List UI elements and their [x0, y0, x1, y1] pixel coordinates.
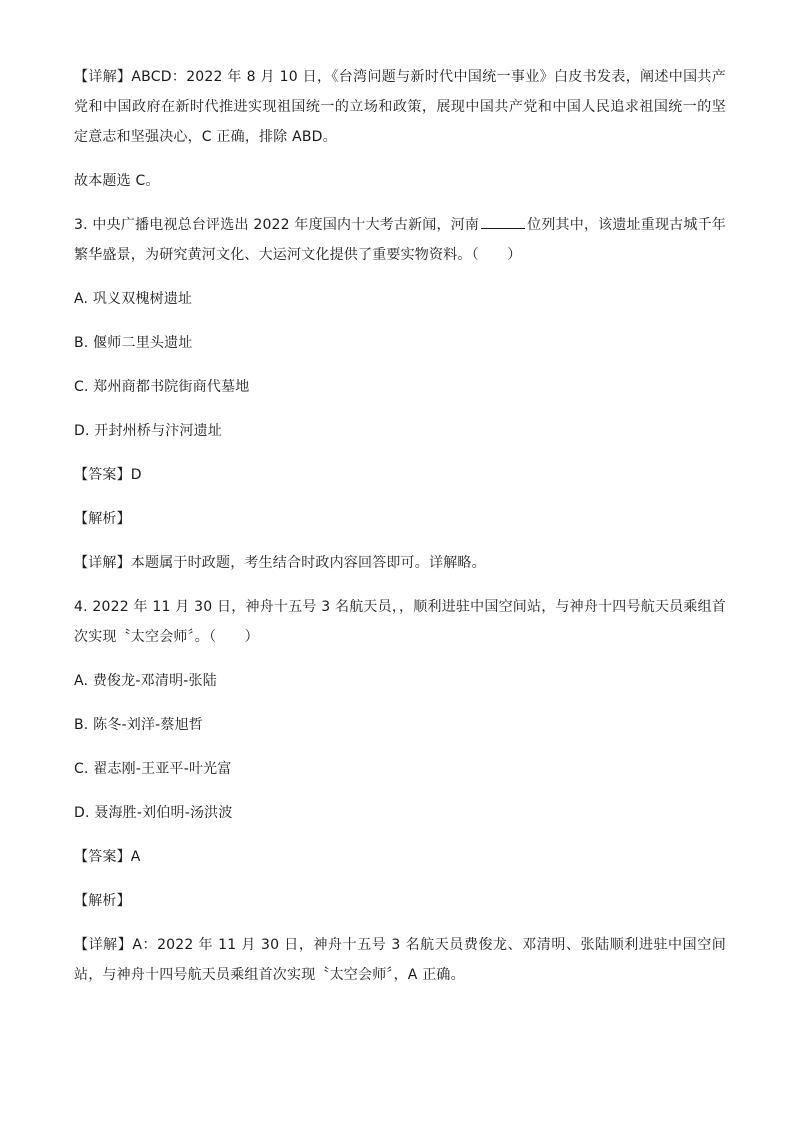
question-4-analysis-label: 【解析】	[74, 893, 131, 909]
question-3-option-d: D. 开封州桥与汴河遗址	[74, 423, 223, 439]
question-3-stem-after: 位列其中，该遗址重现古城千年繁华盛景，为研究黄河文化、大运河文化提供了重要实物资料。（ ）	[74, 217, 726, 263]
question-4-stem: 4. 2022 年 11 月 30 日，神舟十五号 3 名航天员，，顺利进驻中国空间站，与神舟十四号航天员乘组首次实现〝太空会师〞。（ ）	[74, 599, 726, 645]
question-4-detail: 【详解】A：2022 年 11 月 30 日，神舟十五号 3 名航天员费俊龙、邓清明、张陆顺利进驻中国空间站，与神舟十四号航天员乘组首次实现〝太空会师〞，A 正确。	[74, 937, 726, 983]
conclusion-q2: 故本题选 C。	[74, 173, 160, 189]
detail-paragraph-q2: 【详解】ABCD：2022 年 8 月 10 日，《台湾问题与新时代中国统一事业》白皮书发表，阐述中国共产党和中国政府在新时代推进实现祖国统一的立场和政策，展现中国共产党和中国人民追求祖国统一的坚定意志和坚强决心，C 正确，排除 ABD。	[74, 69, 726, 145]
question-3-analysis-label: 【解析】	[74, 511, 131, 527]
question-3-stem	[74, 210, 726, 270]
question-3-answer: 【答案】D	[74, 467, 142, 483]
document-page	[74, 62, 726, 990]
question-4-option-d: D. 聂海胜-刘伯明-汤洪波	[74, 805, 233, 821]
question-3-detail: 【详解】本题属于时政题，考生结合时政内容回答即可。详解略。	[74, 555, 486, 571]
question-3-stem-before: 3. 中央广播电视总台评选出 2022 年度国内十大考古新闻，河南	[74, 217, 480, 233]
question-4-option-a: A. 费俊龙-邓清明-张陆	[74, 673, 217, 689]
question-3-option-a: A. 巩义双槐树遗址	[74, 291, 193, 307]
question-4-answer: 【答案】A	[74, 849, 141, 865]
fill-blank-line	[481, 214, 525, 229]
question-3-option-c: C. 郑州商都书院街商代墓地	[74, 379, 250, 395]
question-4-option-b: B. 陈冬-刘洋-蔡旭哲	[74, 717, 204, 733]
question-4-option-c: C. 翟志刚-王亚平-叶光富	[74, 761, 232, 777]
question-3-option-b: B. 偃师二里头遗址	[74, 335, 193, 351]
